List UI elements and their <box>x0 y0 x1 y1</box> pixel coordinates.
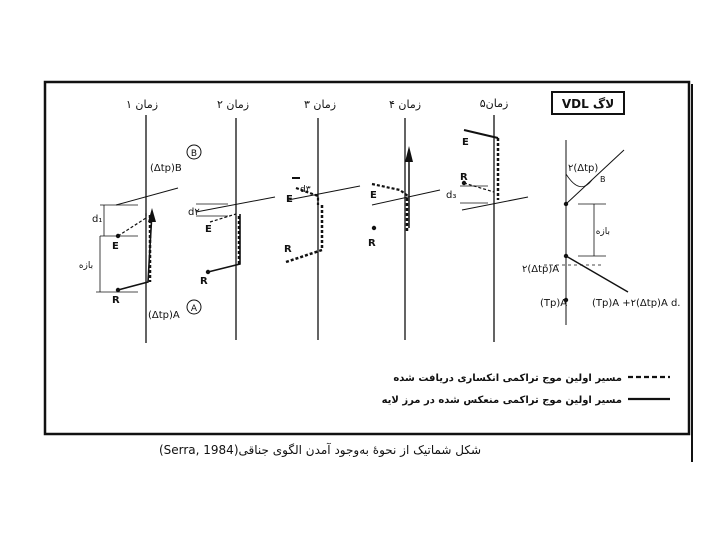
figure-caption: شکل شماتیک از نحوهٔ به‌وجود آمدن الگوی جناقی(Serra, 1984) <box>158 443 482 457</box>
dtp-A-label: (Δtp)A <box>148 310 180 321</box>
arrow-head-4 <box>405 146 413 162</box>
vdl-lower-line <box>566 256 628 292</box>
refracted-path-4 <box>372 184 408 196</box>
reflected-path-2 <box>208 214 240 272</box>
E-label-1: E <box>112 241 119 252</box>
log-box-label: لاگ VDL <box>561 97 615 111</box>
refracted-path-2 <box>210 214 236 222</box>
reflected-path-1 <box>118 212 152 290</box>
marker-B-label: B <box>190 149 198 159</box>
R-label-4: R <box>368 238 376 249</box>
interval-label-1: بازه <box>78 261 94 271</box>
dtp-B-label: (Δtp)B <box>150 163 182 174</box>
vdl-tp-A-label: (Tp)A <box>540 298 568 309</box>
legend-dashed-label: مسیر اولین موج تراکمی انکساری دریافت شده <box>393 373 622 384</box>
panel-title-1: زمان ۱ <box>125 98 159 111</box>
E-label-3: E <box>286 194 293 205</box>
d3-label: d₃ <box>446 190 457 201</box>
panel-1 <box>79 115 201 343</box>
panel-4 <box>368 118 440 340</box>
panel-5 <box>446 115 528 342</box>
marker-A-label: A <box>190 304 198 314</box>
vdl-upper-line <box>566 150 624 204</box>
panel-3 <box>284 118 360 340</box>
vdl-angle-arc <box>566 174 592 187</box>
E-label-5: E <box>462 137 469 148</box>
refracted-path-1 <box>118 212 146 236</box>
vdl-interval-label: بازه <box>595 227 610 237</box>
panel-title-2: زمان ۲ <box>216 98 250 111</box>
vdl-panel <box>522 140 681 325</box>
panel-title-5: زمان۵ <box>479 97 509 110</box>
panel-title-3: زمان ۳ <box>303 98 337 111</box>
vdl-two-dtp-label: ۲(Δtp) <box>568 163 599 174</box>
R-label-2: R <box>200 276 208 287</box>
refracted-path-5 <box>464 183 494 192</box>
d2-label: d۲ <box>188 207 200 218</box>
interface-4 <box>372 190 440 205</box>
interface-5 <box>462 197 528 210</box>
vdl-mid-point <box>564 254 568 258</box>
d1-label: d₁ <box>92 214 103 225</box>
R-label-5: R <box>460 172 468 183</box>
vdl-formula-label: (Tp)A +۲(Δtp)A d. <box>592 298 681 309</box>
reflected-path-5 <box>464 130 498 138</box>
R-label-3: R <box>284 244 292 255</box>
interface-1 <box>116 188 178 205</box>
panel-title-4: زمان ۴ <box>388 98 422 111</box>
R-label-1: R <box>112 295 120 306</box>
E-label-2: E <box>205 224 212 235</box>
d3-panel3-label: d۳ <box>300 185 311 195</box>
legend-solid-label: مسیر اولین موج تراکمی منعکس شده در مرز لایه <box>381 395 622 406</box>
vdl-B-label: B <box>600 175 606 184</box>
vdl-top-point <box>564 202 568 206</box>
legend <box>382 373 670 406</box>
receiver-R-4 <box>372 226 376 230</box>
vdl-two-dtp-A-label: ۲(Δtp)A <box>522 264 560 275</box>
E-label-4: E <box>370 190 377 201</box>
